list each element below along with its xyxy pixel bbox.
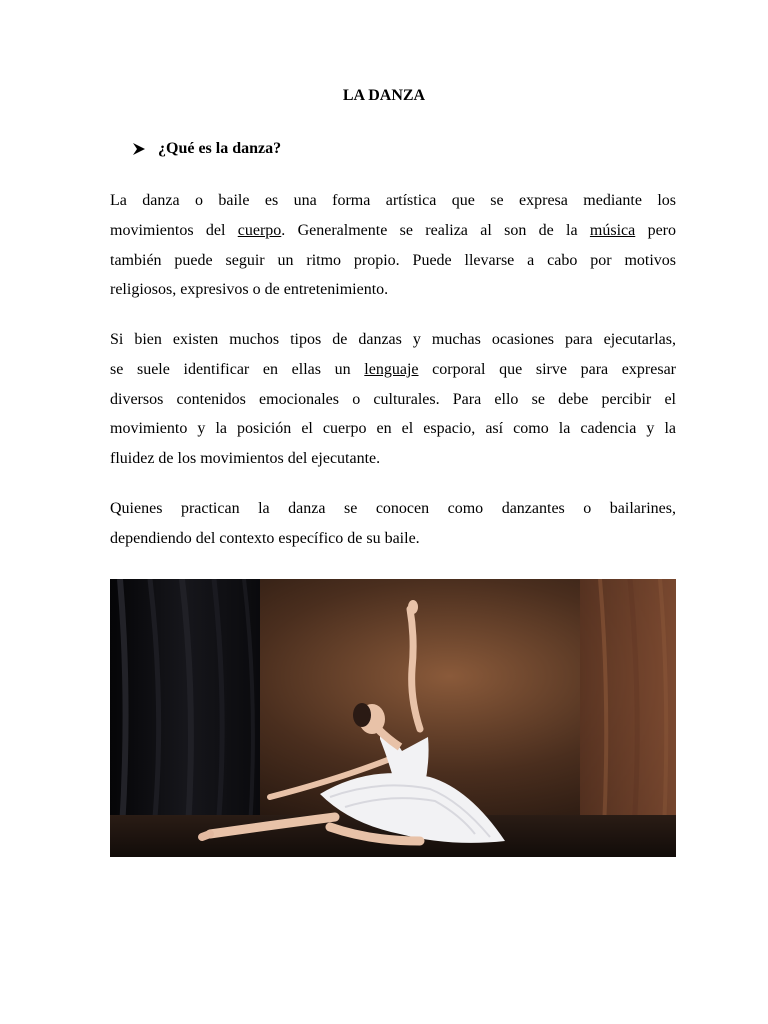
text-line: [110, 216, 676, 246]
text-line: [110, 275, 676, 305]
link-cuerpo[interactable]: cuerpo: [237, 221, 282, 239]
ballerina-illustration: [110, 579, 676, 857]
text-segment: también puede seguir un ritmo propio. Puede llevarse a cabo por motivos: [110, 251, 676, 269]
link-música[interactable]: música: [589, 221, 636, 239]
text-segment: religiosos, expresivos o de entretenimiento.: [110, 281, 389, 299]
curtain-left: [110, 579, 260, 829]
text-segment: diversos contenidos emocionales o culturales. Para ello se debe percibir el: [110, 390, 676, 408]
page-title: LA DANZA: [342, 87, 426, 104]
text-line: [110, 494, 676, 524]
paragraph-1: [110, 186, 676, 305]
text-line: [110, 524, 676, 554]
text-segment: dependiendo del contexto específico de su baile.: [110, 529, 420, 547]
link-lenguaje[interactable]: lenguaje: [364, 360, 419, 378]
ballerina-photo: [110, 579, 676, 857]
text-line: [110, 414, 676, 444]
text-segment: Quienes practican la danza se conocen como danzantes o bailarines,: [110, 500, 676, 517]
text-segment: pero: [635, 221, 676, 239]
text-line: [110, 186, 676, 216]
text-line: [110, 385, 676, 415]
arrow-bullet-icon: [132, 142, 146, 156]
text-line: [110, 355, 676, 385]
text-segment: fluidez de los movimientos del ejecutante.: [110, 450, 381, 468]
text-segment: La danza o baile es una forma artística que se expresa mediante los: [110, 192, 676, 209]
text-segment: movimiento y la posición el cuerpo en el espacio, así como la cadencia y la: [110, 420, 676, 438]
section-heading: [132, 139, 281, 159]
text-segment: movimientos del: [110, 221, 238, 239]
paragraph-3: [110, 494, 676, 554]
text-segment: Si bien existen muchos tipos de danzas y muchas ocasiones para ejecutarlas,: [110, 331, 676, 348]
text-line: [110, 325, 676, 355]
curtain-right: [580, 579, 676, 829]
paragraph-2: [110, 325, 676, 474]
text-segment: . Generalmente se realiza al son de la: [281, 221, 590, 239]
text-segment: se suele identificar en ellas un: [110, 360, 365, 378]
text-line: [110, 246, 676, 276]
text-line: [110, 444, 676, 474]
text-segment: corporal que sirve para expresar: [418, 360, 676, 378]
section-heading-text: ¿Qué es la danza?: [158, 140, 282, 157]
